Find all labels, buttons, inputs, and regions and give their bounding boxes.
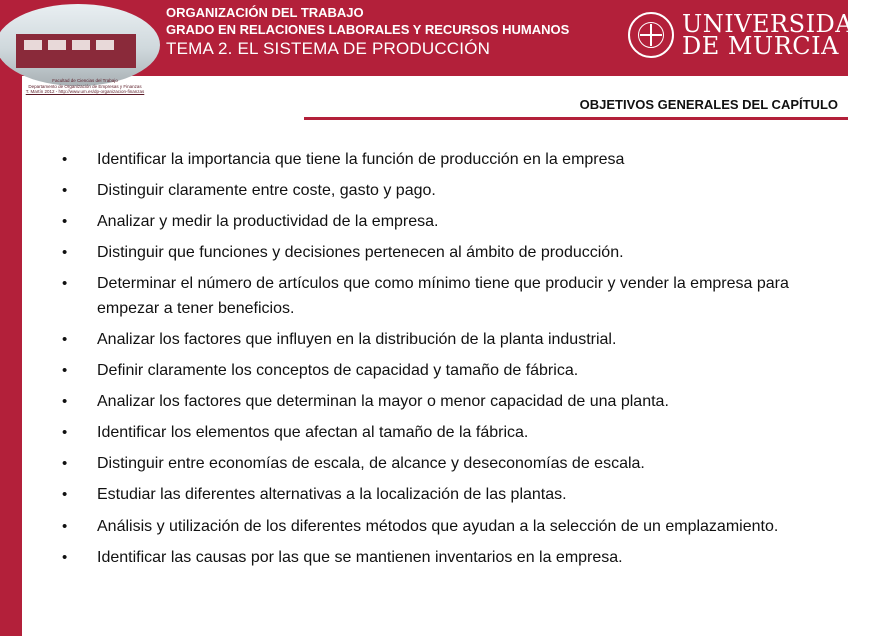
university-name-line2: DE MURCIA — [682, 32, 839, 60]
bullet-icon: • — [62, 151, 68, 168]
bullet-icon: • — [62, 182, 68, 200]
objective-text: Identificar las causas por las que se mantienen inventarios en la empresa. — [97, 548, 623, 566]
objective-text: Estudiar las diferentes alternativas a la localización de las plantas. — [97, 486, 567, 504]
author-url[interactable]: T. Martín 2012 - http://www.um.es/dp-organizacion-finanzas — [25, 89, 145, 94]
topic-title: TEMA 2. EL SISTEMA DE PRODUCCIÓN — [166, 39, 491, 58]
objective-item — [62, 546, 822, 571]
objective-item — [62, 210, 822, 235]
course-title-block — [166, 4, 569, 60]
building-window — [48, 40, 66, 50]
university-logo — [628, 12, 873, 58]
objective-text: Analizar los factores que influyen en la distribución de la planta industrial. — [97, 330, 617, 348]
objective-item — [62, 148, 822, 173]
objective-text: Definir claramente los conceptos de capacidad y tamaño de fábrica. — [97, 362, 579, 380]
building-window — [24, 40, 42, 50]
objective-item — [62, 515, 822, 540]
bullet-icon: • — [62, 548, 68, 566]
bullet-icon: • — [62, 455, 68, 473]
left-sidebar-band — [0, 76, 22, 636]
degree-name: GRADO EN RELACIONES LABORALES Y RECURSOS HUMANOS — [166, 22, 570, 37]
objective-item — [62, 328, 822, 353]
section-title: OBJETIVOS GENERALES DEL CAPÍTULO — [579, 97, 838, 112]
objective-item — [62, 272, 822, 321]
objectives-list — [62, 148, 822, 577]
objective-text: Distinguir entre economías de escala, de alcance y deseconomías de escala. — [97, 455, 645, 473]
bullet-icon: • — [62, 244, 68, 262]
objective-item — [62, 241, 822, 266]
university-name-line1: UNIVERSIDAD — [682, 10, 873, 38]
objective-item — [62, 452, 822, 477]
bullet-icon: • — [62, 362, 68, 380]
bullet-icon: • — [62, 275, 68, 293]
objective-item — [62, 483, 822, 508]
objective-text: Distinguir claramente entre coste, gasto y pago. — [97, 182, 436, 200]
bullet-icon: • — [62, 213, 68, 231]
objective-text: Analizar y medir la productividad de la empresa. — [97, 213, 439, 231]
objective-text: Distinguir que funciones y decisiones pertenecen al ámbito de producción. — [97, 244, 624, 262]
faculty-name: Facultad de Ciencias del Trabajo — [52, 78, 118, 83]
building-window — [96, 40, 114, 50]
objective-item — [62, 359, 822, 384]
bullet-icon: • — [62, 486, 68, 504]
university-name — [682, 10, 873, 60]
faculty-credit — [0, 78, 170, 95]
objective-item — [62, 390, 822, 415]
building-window — [72, 40, 90, 50]
objective-item — [62, 421, 822, 446]
bullet-icon: • — [62, 424, 68, 442]
objective-text: Determinar el número de artículos que como mínimo tiene que producir y vender la empresa para empezar a tener beneficios. — [97, 275, 789, 317]
bullet-icon: • — [62, 393, 68, 411]
objective-text: Analizar los factores que determinan la mayor o menor capacidad de una planta. — [97, 393, 669, 411]
objective-text: Identificar los elementos que afectan al tamaño de la fábrica. — [97, 424, 529, 442]
section-divider — [304, 117, 848, 120]
bullet-icon: • — [62, 330, 68, 348]
objective-item — [62, 179, 822, 204]
building-photo — [0, 4, 160, 86]
course-name: ORGANIZACIÓN DEL TRABAJO — [166, 5, 364, 20]
bullet-icon: • — [62, 517, 68, 535]
objective-text: Identificar la importancia que tiene la función de producción en la empresa — [97, 151, 625, 168]
department-name: Departamento de Organización de Empresas y Finanzas — [28, 83, 142, 89]
university-seal-icon — [628, 12, 674, 58]
objective-text: Análisis y utilización de los diferentes métodos que ayudan a la selección de un emplazamiento. — [97, 517, 779, 535]
